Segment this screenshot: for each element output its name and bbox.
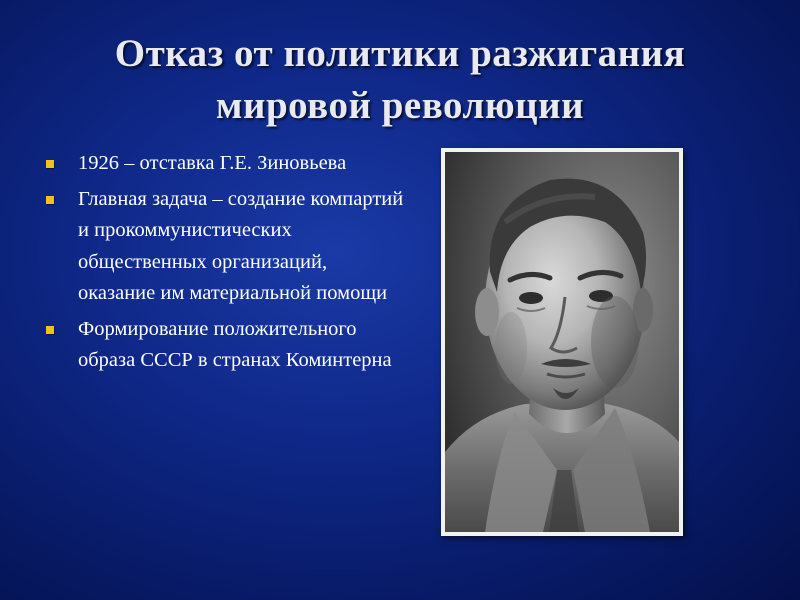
slide-title xyxy=(0,28,800,132)
portrait-photo xyxy=(441,148,683,536)
bullet-text: Главная задача – создание компартий и прокоммунистических общественных организаций, оказание им материальной помощи xyxy=(78,187,404,304)
bullet-list xyxy=(44,148,404,381)
slide-title-line-2: мировой революции xyxy=(215,84,585,127)
bullet-item xyxy=(44,148,404,180)
bullet-year: 1926 xyxy=(78,152,119,174)
bullet-item xyxy=(44,314,404,377)
bullet-item xyxy=(44,184,404,310)
square-bullet-icon xyxy=(46,196,54,204)
portrait-image xyxy=(445,152,679,532)
bullet-text: Формирование положительного образа СССР в странах Коминтерна xyxy=(78,317,392,371)
square-bullet-icon xyxy=(46,326,54,334)
square-bullet-icon xyxy=(46,160,54,168)
slide-title-line-1: Отказ от политики разжигания xyxy=(114,32,686,75)
bullet-text: – отставка Г.Е. Зиновьева xyxy=(119,152,347,174)
